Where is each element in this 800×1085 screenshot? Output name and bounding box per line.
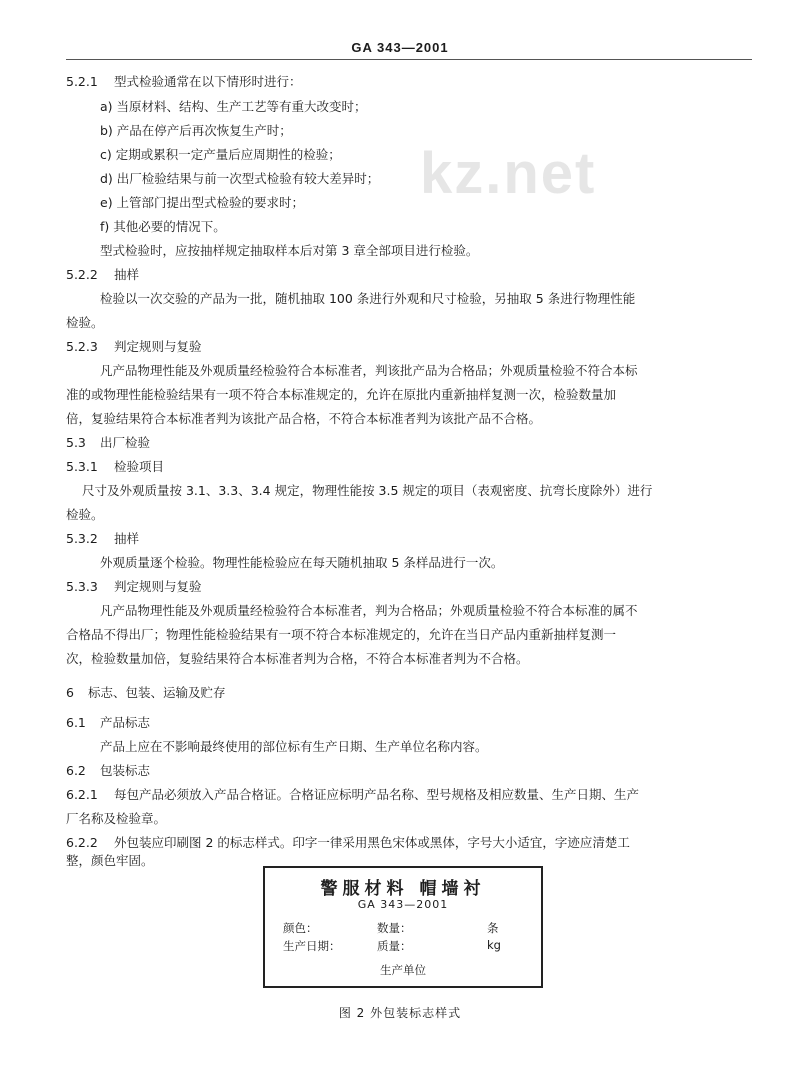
label-quantity-field: 数量： xyxy=(377,921,412,935)
clause-6-2-2: 6.2.2 外包装应印刷图 2 的标志样式。印字一律采用黑色宋体或黑体，字号大小适宜，字迹应清楚工 xyxy=(66,835,630,850)
list-item: d) 出厂检验结果与前一次型式检验有较大差异时； xyxy=(100,171,380,186)
label-color-field: 颜色： xyxy=(283,921,318,935)
list-item: e) 上管部门提出型式检验的要求时； xyxy=(100,195,305,210)
paragraph-line: 合格品不得出厂；物理性能检验结果有一项不符合本标准规定的，允许在当日产品内重新抽样复测一 xyxy=(66,627,617,642)
paragraph-line: 外观质量逐个检验。物理性能检验应在每天随机抽取 5 条样品进行一次。 xyxy=(100,555,504,570)
paragraph-line: 凡产品物理性能及外观质量经检验符合本标准者，判为合格品；外观质量检验不符合本标准的属不 xyxy=(100,603,638,618)
paragraph-line: 厂名称及检验章。 xyxy=(66,811,167,826)
paragraph: 型式检验时，应按抽样规定抽取样本后对第 3 章全部项目进行检验。 xyxy=(100,243,479,258)
figure-caption: 图 2 外包装标志样式 xyxy=(338,1006,462,1020)
paragraph-line: 整，颜色牢固。 xyxy=(66,853,154,868)
list-item: a) 当原材料、结构、生产工艺等有重大改变时； xyxy=(100,99,367,114)
paragraph-line: 产品上应在不影响最终使用的部位标有生产日期、生产单位名称内容。 xyxy=(100,739,488,754)
paragraph-line: 检验。 xyxy=(66,507,104,522)
paragraph-line: 检验以一次交验的产品为一批，随机抽取 100 条进行外观和尺寸检验，另抽取 5 条进行物理性能 xyxy=(100,291,636,306)
label-mass-field: 质量： xyxy=(377,939,412,953)
package-label-figure xyxy=(263,866,543,988)
watermark: kz.net xyxy=(420,141,597,206)
label-producer-field: 生产单位 xyxy=(380,963,426,977)
clause-5-2-2-heading: 5.2.2 抽样 xyxy=(66,267,140,282)
standard-code-header: GA 343—2001 xyxy=(351,40,449,55)
list-item: c) 定期或累积一定产量后应周期性的检验； xyxy=(100,147,341,162)
label-date-field: 生产日期： xyxy=(283,939,341,953)
label-mass-unit: kg xyxy=(487,938,501,952)
clause-6-2-heading: 6.2 包装标志 xyxy=(66,763,151,778)
list-item: b) 产品在停产后再次恢复生产时； xyxy=(100,123,292,138)
paragraph-line: 倍，复验结果符合本标准者判为该批产品合格，不符合本标准者判为该批产品不合格。 xyxy=(66,411,542,426)
clause-5-3-3-heading: 5.3.3 判定规则与复验 xyxy=(66,579,202,594)
label-quantity-unit: 条 xyxy=(487,921,499,935)
list-item: f) 其他必要的情况下。 xyxy=(100,219,226,234)
clause-5-2-1: 5.2.1 型式检验通常在以下情形时进行： xyxy=(66,74,302,89)
clause-6-2-1: 6.2.1 每包产品必须放入产品合格证。合格证应标明产品名称、型号规格及相应数量、生产日期、生产 xyxy=(66,787,640,802)
paragraph-line: 凡产品物理性能及外观质量经检验符合本标准者，判该批产品为合格品；外观质量检验不符合本标 xyxy=(100,363,638,378)
clause-6-1-heading: 6.1 产品标志 xyxy=(66,715,151,730)
paragraph-line: 尺寸及外观质量按 3.1、3.3、3.4 规定，物理性能按 3.5 规定的项目（表观密度、抗弯长度除外）进行 xyxy=(82,483,653,498)
chapter-6-heading: 6 标志、包装、运输及贮存 xyxy=(66,685,226,700)
clause-5-3-1-heading: 5.3.1 检验项目 xyxy=(66,459,165,474)
paragraph-line: 次，检验数量加倍，复验结果符合本标准者判为合格，不符合本标准者判为不合格。 xyxy=(66,651,529,666)
header-rule xyxy=(66,59,752,60)
paragraph-line: 准的或物理性能检验结果有一项不符合本标准规定的，允许在原批内重新抽样复测一次，检验数量加 xyxy=(66,387,617,402)
clause-5-3-heading: 5.3 出厂检验 xyxy=(66,435,151,450)
clause-5-3-2-heading: 5.3.2 抽样 xyxy=(66,531,140,546)
label-title: 警服材料 帽墙衬 xyxy=(320,879,486,899)
label-standard-code: GA 343—2001 xyxy=(357,898,449,911)
clause-5-2-3-heading: 5.2.3 判定规则与复验 xyxy=(66,339,202,354)
paragraph-line: 检验。 xyxy=(66,315,104,330)
